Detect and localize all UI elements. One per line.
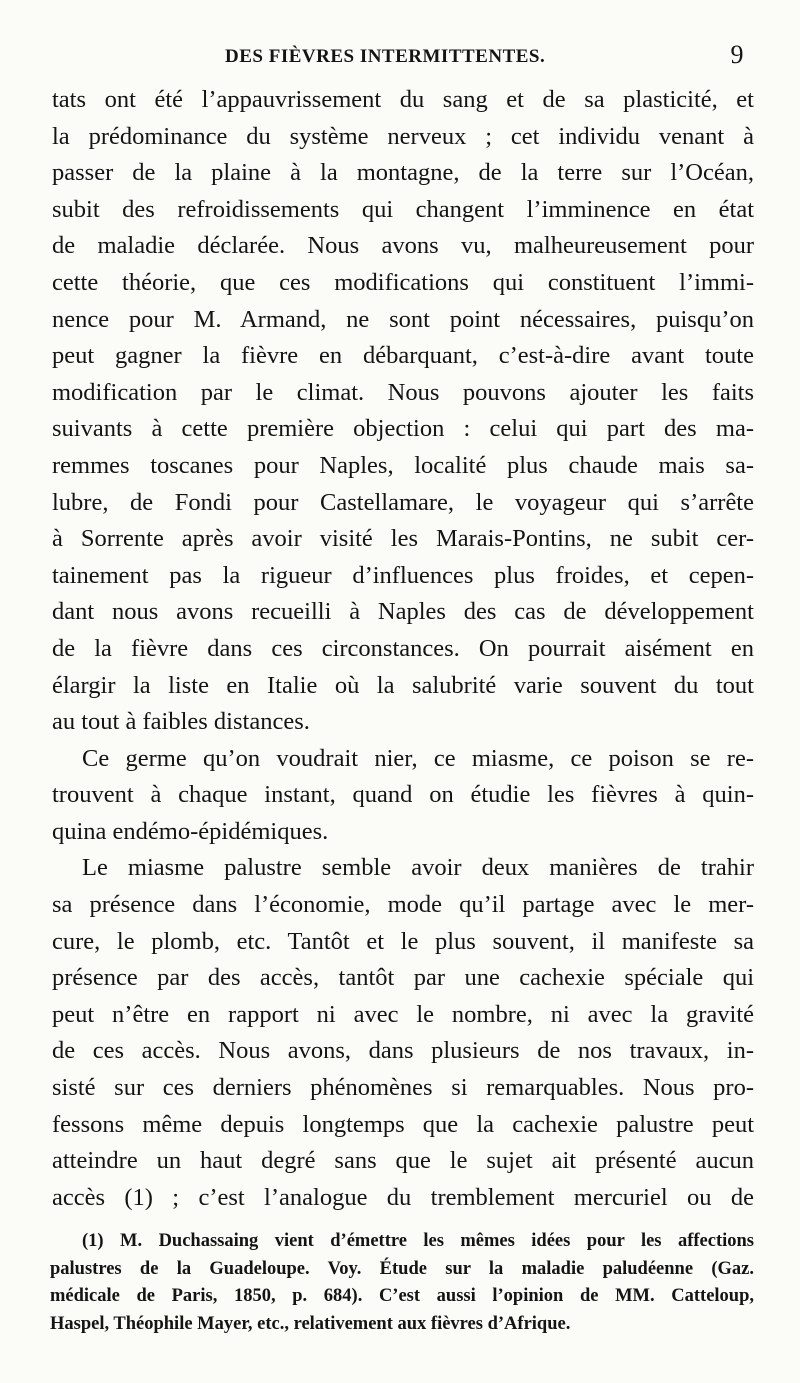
footnote-line: (1) M. Duchassaing vient d’émettre les mêmes idées pour les affections	[82, 1231, 754, 1251]
text-line: cette théorie, que ces modifications qui constituent l’immi-	[52, 268, 754, 296]
text-line: modification par le climat. Nous pouvons ajouter les faits	[52, 378, 754, 406]
text-line: subit des refroidissements qui changent l’imminence en état	[52, 195, 754, 223]
text-line: la prédominance du système nerveux ; cet individu venant à	[52, 122, 754, 150]
text-line: de la fièvre dans ces circonstances. On pourrait aisément en	[52, 634, 754, 662]
text-line: tainement pas la rigueur d’influences plus froides, et cepen-	[52, 561, 754, 589]
text-line: peut gagner la fièvre en débarquant, c’est-à-dire avant toute	[52, 342, 754, 370]
text-line: atteindre un haut degré sans que le sujet ait présenté aucun	[52, 1147, 754, 1175]
page-header	[50, 40, 750, 76]
text-line: présence par des accès, tantôt par une cachexie spéciale qui	[52, 964, 754, 992]
footnote	[50, 1228, 754, 1338]
text-line: fessons même depuis longtemps que la cachexie palustre peut	[52, 1110, 754, 1138]
footnote-line: Haspel, Théophile Mayer, etc., relativement aux fièvres d’Afrique.	[50, 1313, 571, 1334]
text-line: dant nous avons recueilli à Naples des cas de développement	[52, 598, 754, 626]
footnote-line: médicale de Paris, 1850, p. 684). C’est aussi l’opinion de MM. Catteloup,	[50, 1286, 754, 1307]
text-line: remmes toscanes pour Naples, localité plus chaude mais sa-	[52, 451, 754, 479]
text-line: cure, le plomb, etc. Tantôt et le plus souvent, il manifeste sa	[52, 927, 754, 955]
footnote-line: palustres de la Guadeloupe. Voy. Étude sur la maladie paludéenne (Gaz.	[50, 1258, 754, 1279]
text-line: élargir la liste en Italie où la salubrité varie souvent du tout	[52, 671, 754, 699]
text-line: passer de la plaine à la montagne, de la terre sur l’Océan,	[52, 159, 754, 187]
text-line: sisté sur ces derniers phénomènes si remarquables. Nous pro-	[52, 1074, 754, 1102]
text-line: suivants à cette première objection : celui qui part des ma-	[52, 415, 754, 443]
paragraph-first-line: Ce germe qu’on voudrait nier, ce miasme, ce poison se re-	[82, 744, 754, 772]
text-line: lubre, de Fondi pour Castellamare, le voyageur qui s’arrête	[52, 488, 754, 516]
text-line: peut n’être en rapport ni avec le nombre, ni avec la gravité	[52, 1000, 754, 1028]
running-head: DES FIÈVRES INTERMITTENTES.	[225, 46, 546, 67]
text-line: accès (1) ; c’est l’analogue du tremblement mercuriel ou de	[52, 1183, 754, 1211]
text-line: à Sorrente après avoir visité les Marais-Pontins, ne subit cer-	[52, 525, 754, 553]
page-number: 9	[730, 40, 744, 69]
text-line: de ces accès. Nous avons, dans plusieurs de nos travaux, in-	[52, 1037, 754, 1065]
text-line: au tout à faibles distances.	[52, 708, 310, 736]
text-line: de maladie déclarée. Nous avons vu, malheureusement pour	[52, 232, 754, 260]
text-line: trouvent à chaque instant, quand on étudie les fièvres à quin-	[52, 781, 754, 809]
text-line: quina endémo-épidémiques.	[52, 817, 329, 845]
body-text	[52, 82, 754, 1216]
text-line: nence pour M. Armand, ne sont point nécessaires, puisqu’on	[52, 305, 754, 333]
paragraph-first-line: Le miasme palustre semble avoir deux manières de trahir	[82, 854, 754, 882]
text-line: tats ont été l’appauvrissement du sang et de sa plasticité, et	[52, 86, 754, 113]
text-line: sa présence dans l’économie, mode qu’il partage avec le mer-	[52, 891, 754, 919]
